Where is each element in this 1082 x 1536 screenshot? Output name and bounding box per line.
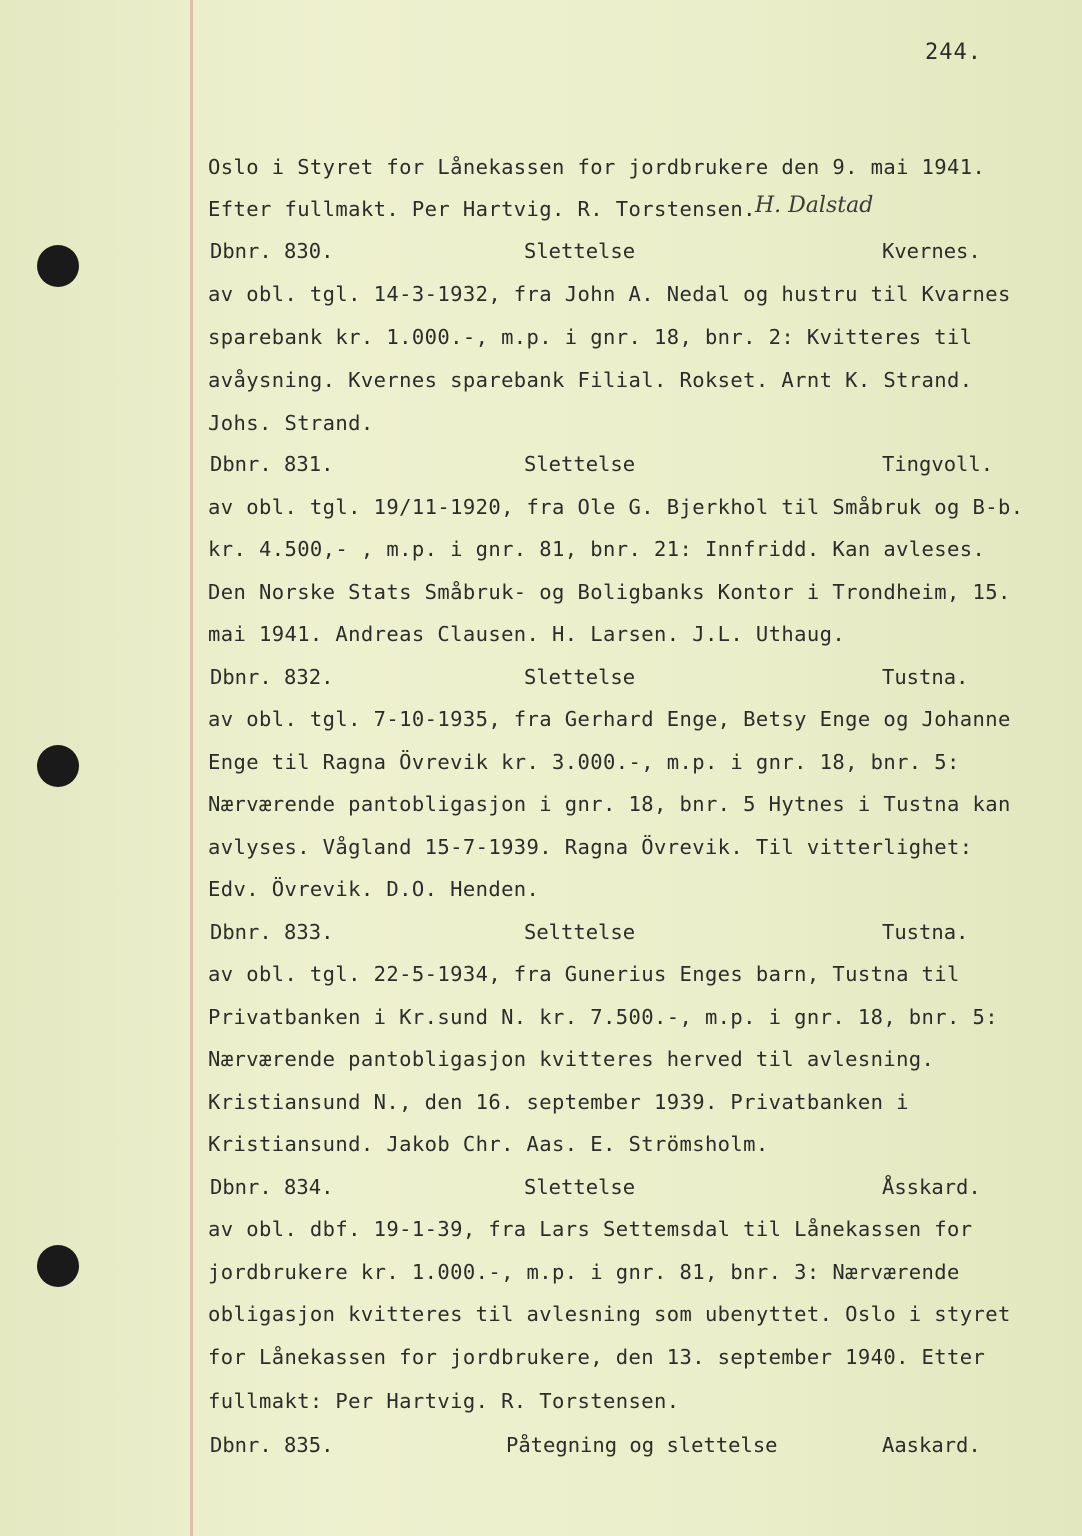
entry-text-line: sparebank kr. 1.000.-, m.p. i gnr. 18, bnr. 2: Kvitteres til [208, 325, 973, 349]
entry-text-line: mai 1941. Andreas Clausen. H. Larsen. J.L. Uthaug. [208, 622, 846, 646]
entry-type: Selttelse [524, 920, 636, 944]
entry-dbnr: Dbnr. 833. [210, 920, 334, 944]
entry-place: Kvernes. [882, 239, 981, 263]
intro-line: Efter fullmakt. Per Hartvig. R. Torstensen. [208, 197, 756, 221]
entry-place: Tustna. [882, 920, 969, 944]
entry-header [210, 662, 1030, 692]
entry-text-line: avlyses. Vågland 15-7-1939. Ragna Övrevik. Til vitterlighet: [208, 835, 973, 859]
entry-header [210, 1430, 1030, 1460]
entry-dbnr: Dbnr. 835. [210, 1433, 334, 1457]
entry-text-line: Privatbanken i Kr.sund N. kr. 7.500.-, m.p. i gnr. 18, bnr. 5: [208, 1005, 999, 1029]
entry-dbnr: Dbnr. 831. [210, 452, 334, 476]
entry-text-line: for Lånekassen for jordbrukere, den 13. september 1940. Etter [208, 1345, 986, 1369]
entry-dbnr: Dbnr. 834. [210, 1175, 334, 1199]
intro-line: Oslo i Styret for Lånekassen for jordbrukere den 9. mai 1941. [208, 155, 986, 179]
entry-place: Aaskard. [882, 1433, 981, 1457]
entry-text-line: Johs. Strand. [208, 411, 374, 435]
entry-text-line: Nærværende pantobligasjon kvitteres herved til avlesning. [208, 1047, 935, 1071]
entry-text-line: Kristiansund. Jakob Chr. Aas. E. Strömsholm. [208, 1132, 769, 1156]
entry-header [210, 449, 1030, 479]
entry-header [210, 917, 1030, 947]
page-number: 244. [925, 40, 982, 65]
entry-text-line: av obl. dbf. 19-1-39, fra Lars Settemsdal til Lånekassen for [208, 1217, 973, 1241]
entry-text-line: Kristiansund N., den 16. september 1939. Privatbanken i [208, 1090, 909, 1114]
entry-header [210, 1172, 1030, 1202]
entry-text-line: av obl. tgl. 14-3-1932, fra John A. Nedal og hustru til Kvarnes [208, 282, 1011, 306]
punch-hole [37, 745, 79, 787]
entry-text-line: avåysning. Kvernes sparebank Filial. Rokset. Arnt K. Strand. [208, 368, 973, 392]
entry-dbnr: Dbnr. 830. [210, 239, 334, 263]
entry-text-line: fullmakt: Per Hartvig. R. Torstensen. [208, 1389, 680, 1413]
handwritten-signature: H. Dalstad [755, 193, 874, 218]
entry-text-line: Edv. Övrevik. D.O. Henden. [208, 877, 540, 901]
entry-text-line: av obl. tgl. 7-10-1935, fra Gerhard Enge, Betsy Enge og Johanne [208, 707, 1011, 731]
punch-hole [37, 1245, 79, 1287]
margin-rule [190, 0, 193, 1536]
entry-header [210, 236, 1030, 266]
entry-type: Slettelse [524, 239, 636, 263]
entry-place: Tingvoll. [882, 452, 994, 476]
entry-text-line: obligasjon kvitteres til avlesning som ubenyttet. Oslo i styret [208, 1302, 1011, 1326]
entry-text-line: jordbrukere kr. 1.000.-, m.p. i gnr. 81, bnr. 3: Nærværende [208, 1260, 960, 1284]
entry-text-line: Enge til Ragna Övrevik kr. 3.000.-, m.p. i gnr. 18, bnr. 5: [208, 750, 960, 774]
entry-text-line: kr. 4.500,- , m.p. i gnr. 81, bnr. 21: Innfridd. Kan avleses. [208, 537, 986, 561]
entry-place: Tustna. [882, 665, 969, 689]
entry-type: Slettelse [524, 1175, 636, 1199]
entry-text-line: Den Norske Stats Småbruk- og Boligbanks Kontor i Trondheim, 15. [208, 580, 1011, 604]
entry-place: Åsskard. [882, 1175, 981, 1199]
entry-type: Slettelse [524, 452, 636, 476]
entry-text-line: av obl. tgl. 19/11-1920, fra Ole G. Bjerkhol til Småbruk og B-b. [208, 495, 1024, 519]
entry-text-line: av obl. tgl. 22-5-1934, fra Gunerius Enges barn, Tustna til [208, 962, 960, 986]
entry-type: Påtegning og slettelse [506, 1433, 778, 1457]
entry-text-line: Nærværende pantobligasjon i gnr. 18, bnr. 5 Hytnes i Tustna kan [208, 792, 1011, 816]
entry-dbnr: Dbnr. 832. [210, 665, 334, 689]
punch-hole [37, 245, 79, 287]
entry-type: Slettelse [524, 665, 636, 689]
